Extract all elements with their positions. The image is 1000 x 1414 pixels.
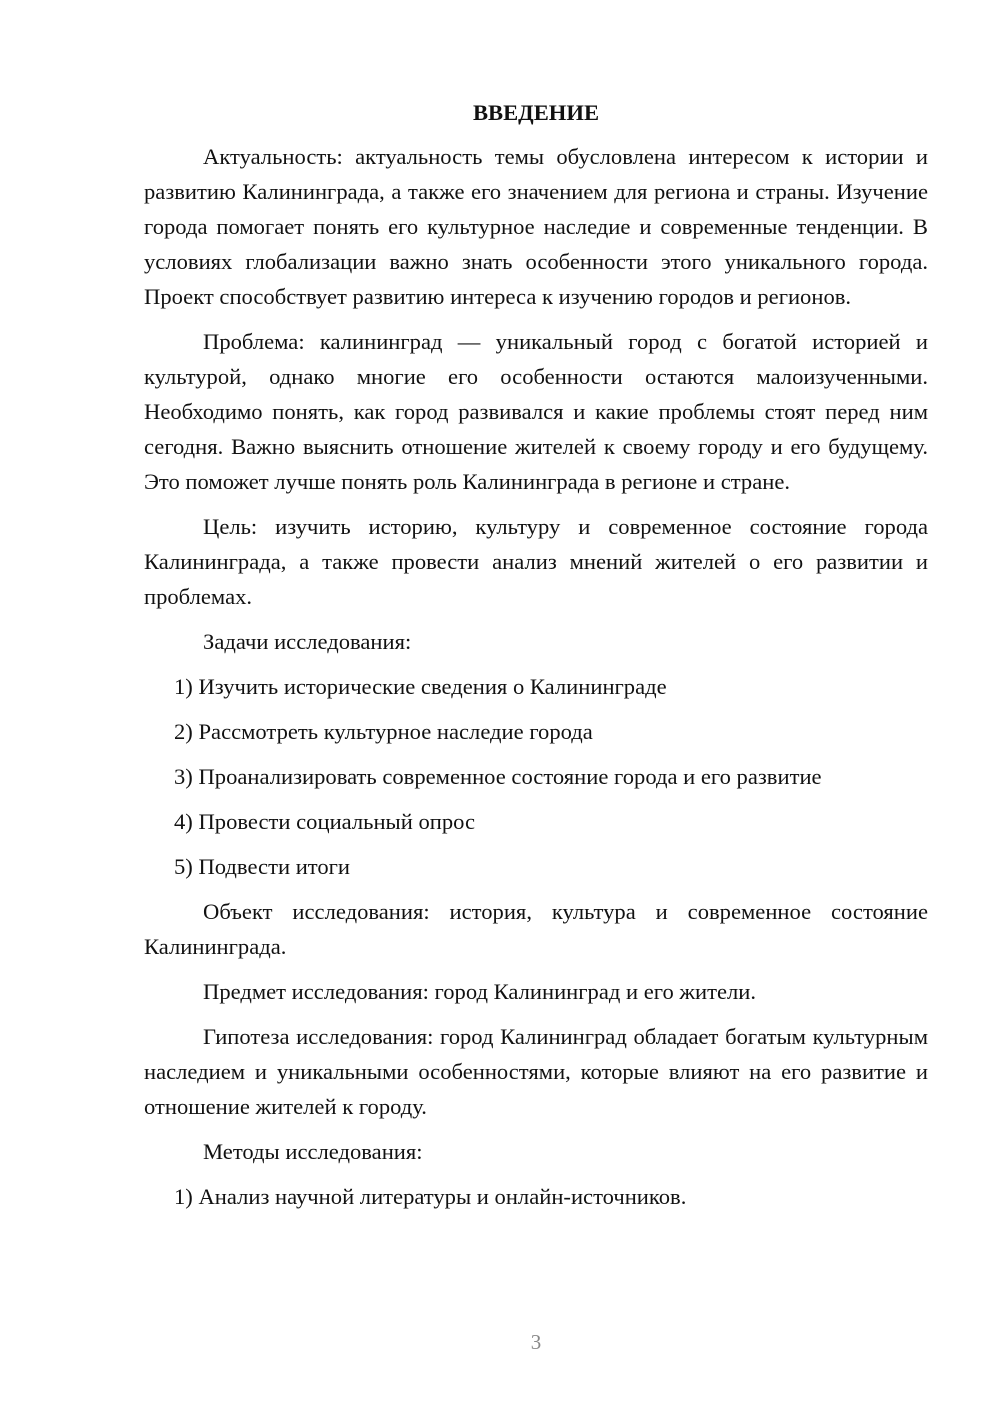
tasks-title: Задачи исследования: [203, 629, 412, 654]
list-item: 1) Изучить исторические сведения о Калининграде [174, 674, 667, 699]
problem-paragraph: Проблема: калининград — уникальный город с богатой историей и культурой, однако многие его особенности остаются малоизученными. Необходимо понять, как город развивался и какие проблемы стоят перед ним сегодня. Важно выяснить отношение жителей к своему городу и его будущему. Это поможет лучше понять роль Калининграда в регионе и стране. [144, 329, 928, 494]
goal-paragraph: Цель: изучить историю, культуру и современное состояние города Калининграда, а также провести анализ мнений жителей о его развитии и проблемах. [144, 514, 928, 609]
subject-paragraph: Предмет исследования: город Калининград и его жители. [203, 979, 757, 1004]
relevance-paragraph: Актуальность: актуальность темы обусловлена интересом к истории и развитию Калининграда, а также его значением для региона и страны. Изучение города помогает понять его культурное наследие и современные тенденции. В условиях глобализации важно знать особенности этого уникального города. Проект способствует развитию интереса к изучению городов и регионов. [144, 144, 928, 309]
page-title: ВВЕДЕНИЕ [472, 100, 600, 125]
document-body [144, 97, 928, 1224]
tasks-list [144, 669, 928, 884]
list-item: 5) Подвести итоги [174, 854, 351, 879]
hypothesis-paragraph: Гипотеза исследования: город Калининград обладает богатым культурным наследием и уникальными особенностями, которые влияют на его развитие и отношение жителей к городу. [144, 1024, 928, 1119]
list-item: 1) Анализ научной литературы и онлайн-источников. [174, 1184, 687, 1209]
list-item: 4) Провести социальный опрос [174, 809, 476, 834]
methods-list [144, 1179, 928, 1214]
list-item: 2) Рассмотреть культурное наследие города [174, 719, 593, 744]
object-paragraph: Объект исследования: история, культура и современное состояние Калининграда. [144, 899, 928, 959]
methods-title: Методы исследования: [203, 1139, 423, 1164]
list-item: 3) Проанализировать современное состояние города и его развитие [174, 764, 822, 789]
page-number: 3 [530, 1330, 542, 1354]
